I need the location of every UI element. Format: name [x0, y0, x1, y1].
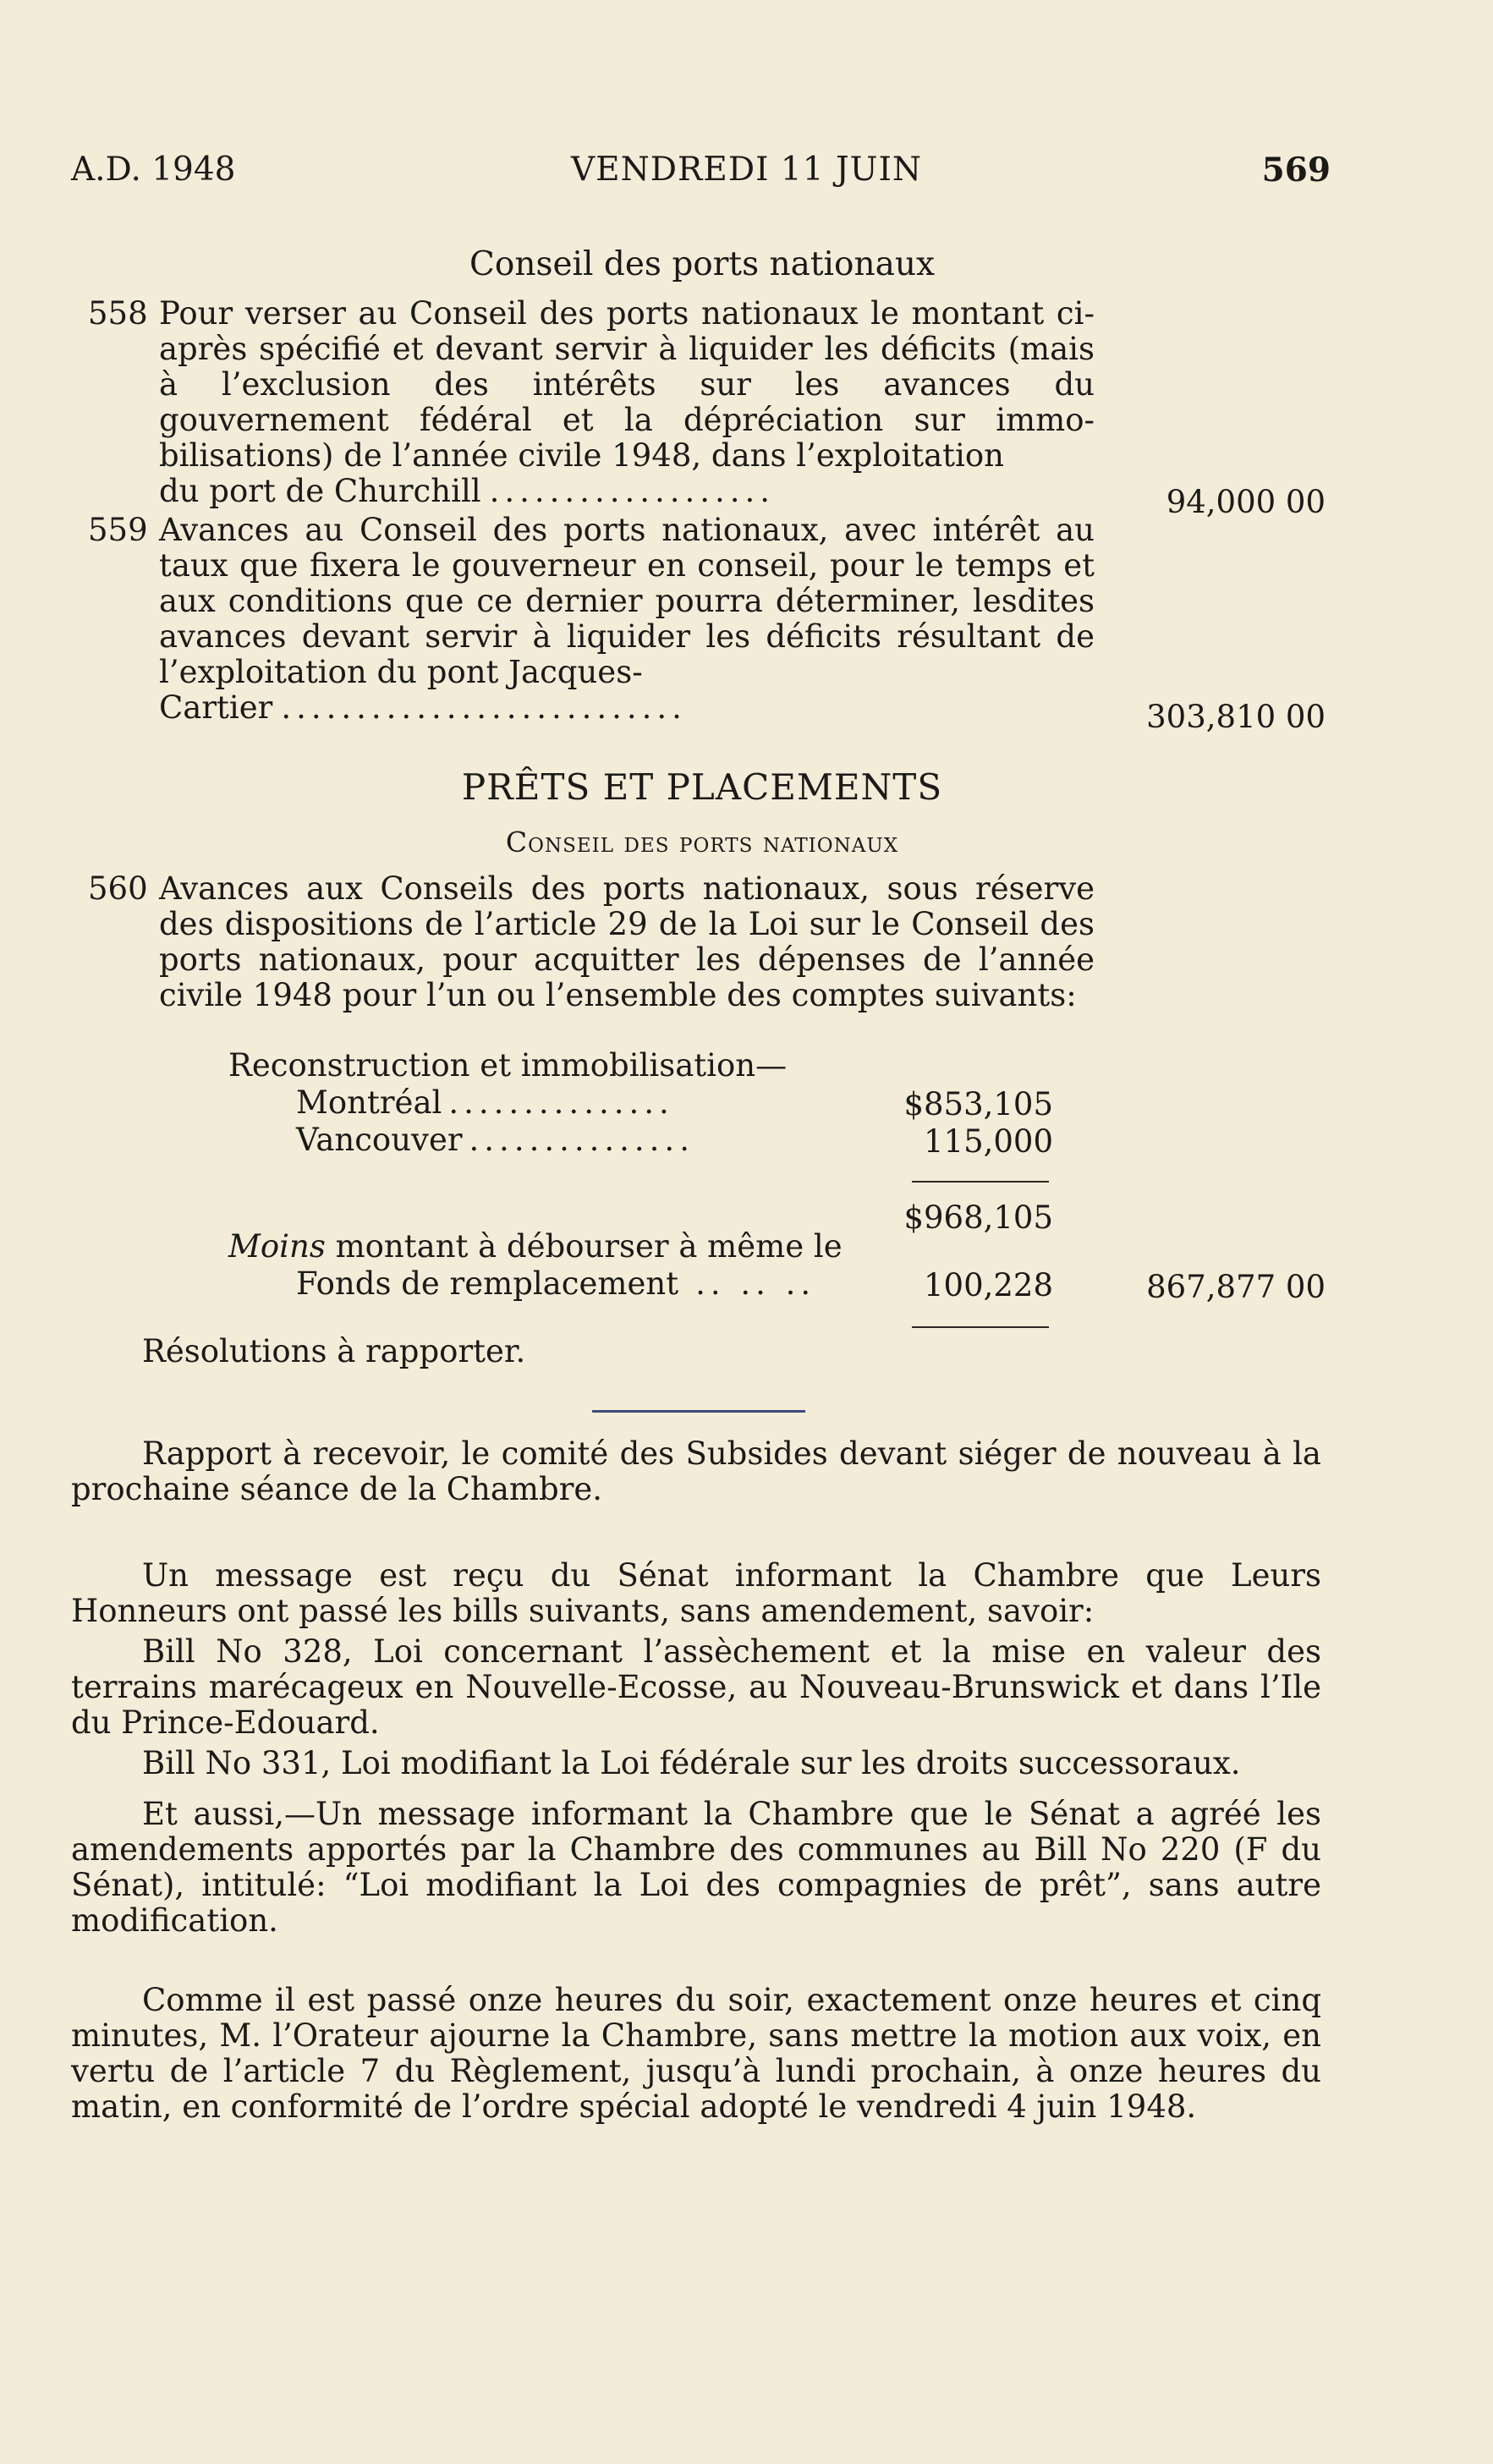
item-last-line: [159, 474, 1095, 509]
paragraph-ajournement: [71, 1983, 1321, 2125]
item-559: [88, 513, 1095, 734]
total-rule: [912, 1326, 1049, 1328]
subtotal-rule: [912, 1181, 1049, 1183]
item-body: Avances au Conseil des ports nationaux, avec intérêt au taux que fixera le gouverneur en conseil, pour le temps et aux conditions que ce dernier pourra déterminer, lesdites avances devant servir à liquider les déficits résultant de l’exploitation du pont Jacques-: [159, 512, 1095, 690]
paragraph-message-senat: [71, 1558, 1321, 1939]
paragraph-text: Comme il est passé onze heures du soir, exactement onze heures et cinq minutes, M. l’Orateur ajourne la Chambre, sans mettre la motion aux voix, en vertu de l’article 7 du Règlement, jusqu’à lundi prochain, à onze heures du matin, en conformité de l’ordre spécial adopté le vendredi 4 juin 1948.: [71, 1982, 1321, 2125]
paragraph-text: Rapport à recevoir, le comité des Subsides devant siéger de nouveau à la prochaine séance de la Chambre.: [71, 1435, 1321, 1507]
net-amount: 867,877 00: [1146, 1269, 1326, 1305]
item-last-label: du port de Churchill: [159, 473, 481, 509]
less-rest: montant à débourser à même le: [325, 1228, 843, 1265]
item-text: [159, 513, 1095, 726]
paragraph-et-aussi: Et aussi,—Un message informant la Chambre que le Sénat a agréé les amendements apportés par la Chambre des communes au Bill No 220 (F du Sénat), intitulé: “Loi modifiant la Loi des compagnies de prêt”, sans autre modification.: [71, 1796, 1321, 1939]
paragraph-text: Un message est reçu du Sénat informant la Chambre que Leurs Honneurs ont passé les bills suivants, sans amendement, savoir:: [71, 1557, 1321, 1629]
item-text: [159, 296, 1095, 509]
page-number: 569: [1261, 151, 1331, 189]
row-vancouver: [296, 1122, 854, 1158]
section-title-conseil: Conseil des ports nationaux: [469, 245, 935, 283]
amount-vancouver: 115,000: [923, 1123, 1053, 1160]
item-last-line: [159, 690, 1095, 726]
paragraph-rapport: [71, 1436, 1321, 1507]
header-date: VENDREDI 11 JUIN: [571, 151, 922, 189]
item-last-label: Cartier: [159, 689, 273, 726]
row-label: Vancouver: [296, 1122, 463, 1158]
amount-montreal: $853,105: [903, 1086, 1053, 1122]
item-560: [88, 871, 1095, 1049]
paragraph-bill-331: Bill No 331, Loi modifiant la Loi fédérale sur les droits successoraux.: [142, 1745, 1241, 1781]
row-fonds-remplacement: [296, 1265, 854, 1302]
resolutions-line: Résolutions à rapporter.: [142, 1333, 526, 1369]
row-label: Montréal: [296, 1084, 442, 1121]
leader-dots: ...............: [469, 1122, 694, 1158]
less-amount: 100,228: [923, 1267, 1053, 1303]
item-body: Avances aux Conseils des ports nationaux, sous réserve des dispositions de l’article 29 de la Loi sur le Conseil des ports nationaux, pour acquitter les dépenses de l’année civile 1948 pour l’un ou l’ensemble des comptes suivants:: [159, 870, 1095, 1013]
item-text: [159, 871, 1095, 1013]
less-line: [228, 1228, 843, 1265]
section-separator: [592, 1410, 805, 1413]
less-italic: Moins: [228, 1228, 326, 1265]
section-title-prets: PRÊTS ET PLACEMENTS: [461, 766, 943, 808]
paragraph-bill-328: Bill No 328, Loi concernant l’assèchement et la mise en valeur des terrains marécageux en Nouvelle-Ecosse, au Nouveau-Brunswick et dans l’Ile du Prince-Edouard.: [71, 1633, 1321, 1741]
leader-dots: ...................: [489, 474, 776, 509]
leader-dots: .. .. ..: [695, 1265, 816, 1302]
item-number: 560: [88, 870, 148, 907]
item-558: [88, 296, 1095, 518]
header-year: A.D. 1948: [71, 151, 236, 189]
leader-dots: ...............: [448, 1084, 674, 1121]
leader-dots: ...........................: [281, 690, 687, 726]
subheading-reconstruction: Reconstruction et immobilisation—: [228, 1047, 788, 1084]
item-body: Pour verser au Conseil des ports nationaux le montant ci-après spécifié et devant servir à liquider les déficits (mais à l’exclusion des intérêts sur les avances du gouvernement fédéral et la dépréciation sur immobilisations) de l’année civile 1948, dans l’exploitation: [159, 295, 1095, 474]
subtotal-amount: $968,105: [903, 1199, 1053, 1236]
row-montreal: [296, 1084, 854, 1121]
section-subtitle: Conseil des ports nationaux: [505, 826, 899, 859]
amount-558: 94,000 00: [1166, 484, 1326, 520]
item-number: 559: [88, 512, 148, 548]
amount-559: 303,810 00: [1146, 699, 1326, 735]
row-label: Fonds de remplacement: [296, 1265, 679, 1302]
item-number: 558: [88, 295, 148, 332]
